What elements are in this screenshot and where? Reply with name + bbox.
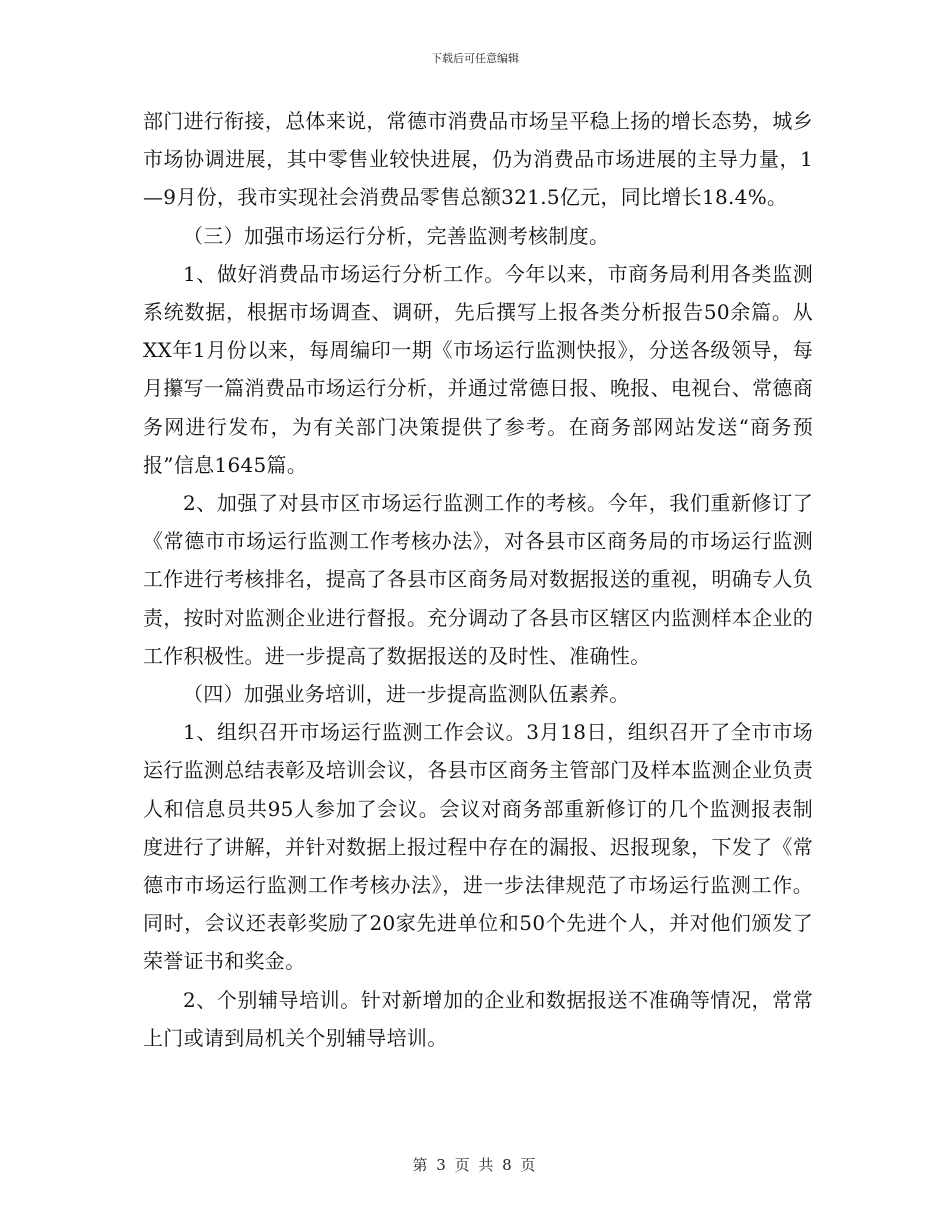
page-number: 第 3 页 共 8 页 (412, 1156, 538, 1174)
section-heading-4: （四）加强业务培训，进一步提高监测队伍素养。 (183, 682, 630, 707)
paragraph-assessment: 2、加强了对县市区市场运行监测工作的考核。今年，我们重新修订了《常德市市场运行监测工作考核办法》，对各县市区商务局的市场运行监测工作进行考核排名，提高了各县市区商务局对数据报送的重视，明确专人负责，按时对监测企业进行督报。充分调动了各县市区辖区内监测样本企业的工作积极性。进一步提高了数据报送的及时性、准确性。 (143, 491, 813, 668)
paragraph-analysis: 1、做好消费品市场运行分析工作。今年以来，市商务局利用各类监测系统数据，根据市场调查、调研，先后撰写上报各类分析报告50余篇。从XX年1月份以来，每周编印一期《市场运行监测快报》，分送各级领导，每月攥写一篇消费品市场运行分析，并通过常德日报、晚报、电视台、常德商务网进行发布，为有关部门决策提供了参考。在商务部网站发送“商务预报”信息1645篇。 (143, 261, 813, 477)
paragraph-continuation: 部门进行衔接，总体来说，常德市消费品市场呈平稳上扬的增长态势，城乡市场协调进展，其中零售业较快进展，仍为消费品市场进展的主导力量，1—9月份，我市实现社会消费品零售总额321.5亿元，同比增长18.4%。 (143, 109, 813, 210)
section-heading-3: （三）加强市场运行分析，完善监测考核制度。 (183, 223, 610, 248)
document-body (143, 102, 813, 1057)
paragraph-training: 2、个别辅导培训。针对新增加的企业和数据报送不准确等情况，常常上门或请到局机关个别辅导培训。 (143, 987, 813, 1050)
paragraph-meeting: 1、组织召开市场运行监测工作会议。3月18日，组织召开了全市市场运行监测总结表彰及培训会议，各县市区商务主管部门及样本监测企业负责人和信息员共95人参加了会议。会议对商务部重新修订的几个监测报表制度进行了讲解，并针对数据上报过程中存在的漏报、迟报现象，下发了《常德市市场运行监测工作考核办法》，进一步法律规范了市场运行监测工作。同时，会议还表彰奖励了20家先进单位和50个先进个人，并对他们颁发了荣誉证书和奖金。 (143, 720, 813, 974)
page-header: 下载后可任意编辑 (431, 52, 519, 65)
